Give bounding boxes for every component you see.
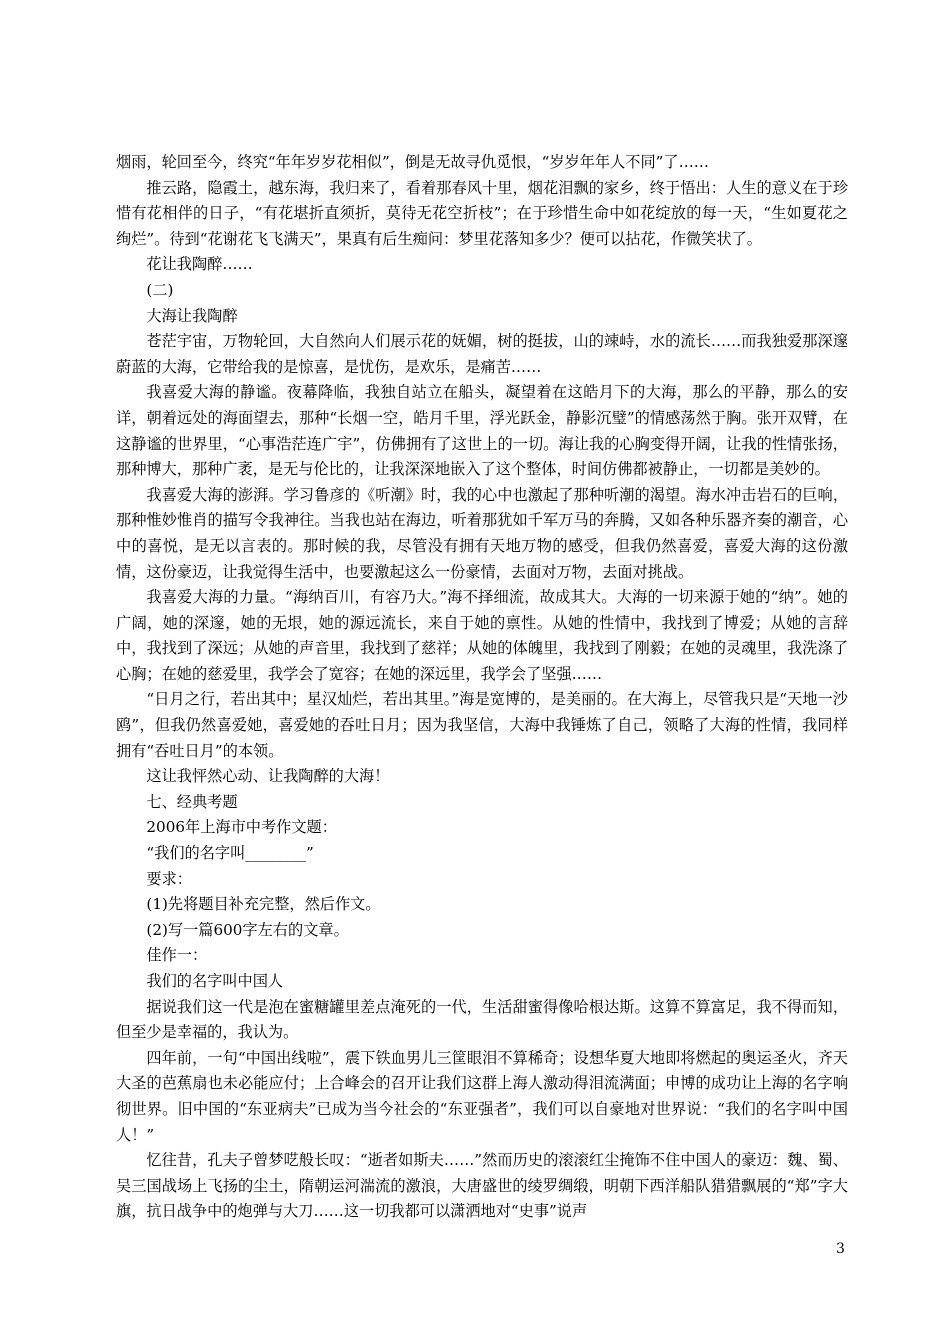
requirement-1: (1)先将题目补充完整，然后作文。 [146,895,381,914]
paragraph-10: “日月之行，若出其中；星汉灿烂，若出其里。”海是宽博的，是美丽的。在大海上，尽管我只是“天地一沙鸥”，但我仍然喜爱她，喜爱她的吞吐日月；因为我坚信，大海中我锤炼了自己，领略了大海的性情，我同样拥有“吞吐日月”的本领。 [116,690,848,760]
essay-title-sea: 大海让我陶醉 [146,306,238,325]
section-number: (二) [146,280,174,299]
paragraph-20: 据说我们这一代是泡在蜜糖罐里差点淹死的一代，生活甜蜜得像哈根达斯。这算不算富足，我不得而知，但至少是幸福的，我认为。 [116,997,848,1042]
document-body [116,150,848,1225]
paragraph-1: 烟雨，轮回至今，终究“年年岁岁花相似”，倒是无故寻仇觅恨，“岁岁年年人不同”了…… [116,153,709,171]
essay-title-chinese: 我们的名字叫中国人 [146,972,284,990]
requirements-label: 要求： [146,869,192,888]
paragraph-8: 我喜爱大海的澎湃。学习鲁彦的《听潮》时，我的心中也激起了那种听潮的渴望。海水冲击岩石的巨响，那种惟妙惟肖的描写令我神往。当我也站在海边，听着那犹如千军万马的奔腾，又如各种乐器齐奏的潮音，心中的喜悦，是无以言表的。那时候的我，尽管没有拥有天地万物的感受，但我仍然喜爱，喜爱大海的这份激情，这份豪迈，让我觉得生活中，也要激起这么一份豪情，去面对万物，去面对挑战。 [116,485,848,581]
paragraph-6: 苍茫宇宙，万物轮回，大自然向人们展示花的妩媚，树的挺拔，山的竦峙，水的流长……而我独爱那深邃蔚蓝的大海，它带给我的是惊喜，是忧伤，是欢乐，是痛苦…… [116,332,848,376]
exam-year-line: 2006年上海市中考作文题： [146,818,337,837]
page-number: 3 [836,1241,845,1257]
section-heading-exam: 七、经典考题 [146,792,238,811]
paragraph-21: 四年前，一句“中国出线啦”，震下铁血男儿三筐眼泪不算稀奇；设想华夏大地即将燃起的奥运圣火，齐天大圣的芭蕉扇也未必能应付；上合峰会的召开让我们这群上海人激动得泪流满面；申博的成功让上海的名字响彻世界。旧中国的“东亚病夫”已成为当今社会的“东亚强者”，我们可以自豪地对世界说：“我们的名字叫中国人！” [116,1048,848,1144]
paragraph-22: 忆往昔，孔夫子曾梦呓般长叹：“逝者如斯夫……”然而历史的滚滚红尘掩饰不住中国人的豪迈：魏、蜀、吴三国战场上飞扬的尘土，隋朝运河湍流的激浪，大唐盛世的绫罗绸缎，明朝下西洋船队猎猎飘展的“郑”字大旗，抗日战争中的炮弹与大刀……这一切我都可以潇洒地对“史事”说声 [116,1151,848,1221]
sample-label: 佳作一： [146,946,208,965]
requirement-2: (2)写一篇600字左右的文章。 [146,920,349,939]
paragraph-7: 我喜爱大海的静谧。夜幕降临，我独自站立在船头，凝望着在这皓月下的大海，那么的平静，那么的安详，朝着远处的海面望去，那种“长烟一空，皓月千里，浮光跃金，静影沉璧”的情感荡然于胸。张开双臂，在这静谧的世界里，“心事浩茫连广宇”，仿佛拥有了这世上的一切。海让我的心胸变得开阔，让我的性情张扬，那种博大，那种广袤，是无与伦比的，让我深深地嵌入了这个整体，时间仿佛都被静止，一切都是美妙的。 [116,383,848,479]
paragraph-2: 推云路，隐霞土，越东海，我归来了，看着那春风十里，烟花泪飘的家乡，终于悟出：人生的意义在于珍惜有花相伴的日子，“有花堪折直须折，莫待无花空折枝”；在于珍惜生命中如花绽放的每一天，“生如夏花之绚烂”。待到“花谢花飞飞满天”，果真有后生痴问：梦里花落知多少？便可以拈花，作微笑状了。 [116,178,848,248]
paragraph-9: 我喜爱大海的力量。“海纳百川，有容乃大。”海不择细流，故成其大。大海的一切来源于她的“纳”。她的广阔，她的深邃，她的无垠，她的源远流长，来自于她的禀性。从她的性情中，我找到了博爱；从她的言辞中，我找到了深远；从她的声音里，我找到了慈祥；从她的体魄里，我找到了刚毅；在她的灵魂里，我洗涤了心胸；在她的慈爱里，我学会了宽容；在她的深远里，我学会了坚强…… [116,588,848,683]
paragraph-3: 花让我陶醉…… [146,255,253,274]
paragraph-11: 这让我怦然心动、让我陶醉的大海！ [146,767,390,786]
exam-topic: “我们的名字叫________” [146,844,314,863]
